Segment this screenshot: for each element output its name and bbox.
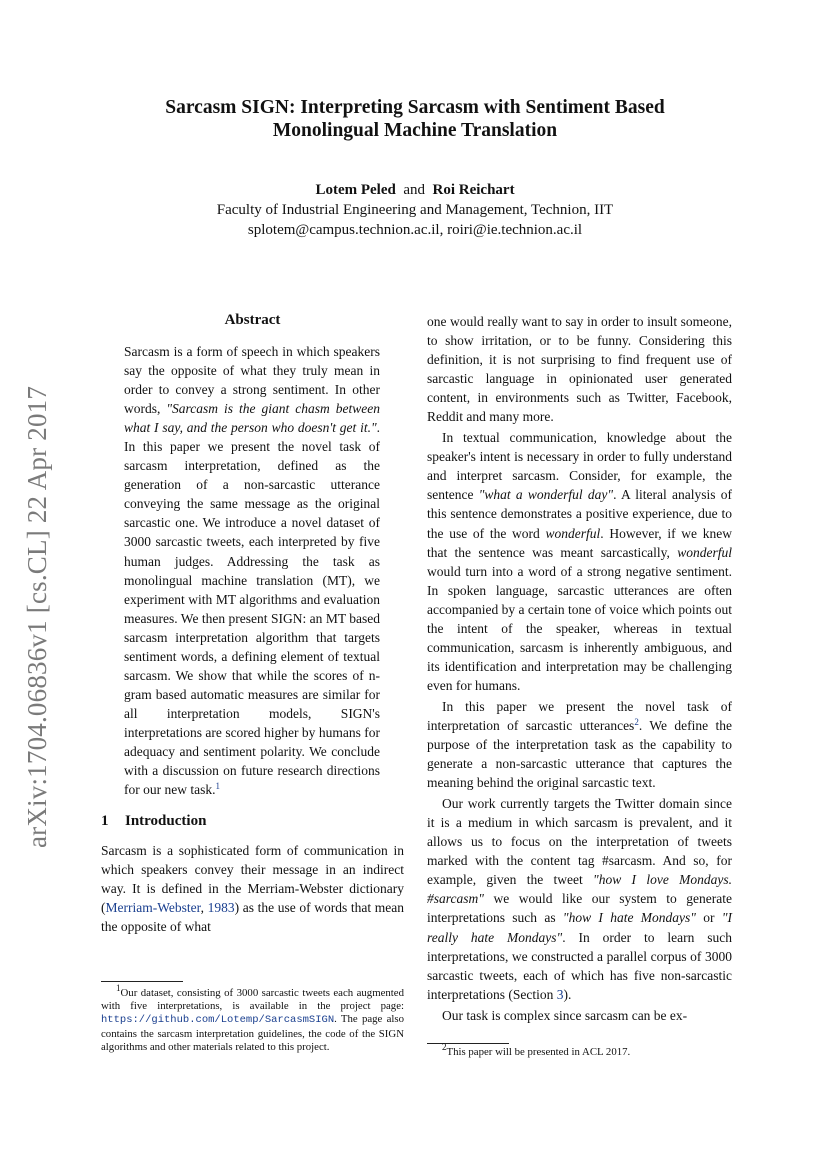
right-column (427, 312, 732, 1025)
footnote-marker-1[interactable]: 1 (215, 781, 220, 792)
author-affiliation: Faculty of Industrial Engineering and Management, Technion, IIT (216, 202, 614, 218)
arxiv-identifier: arXiv:1704.06836v1 [cs.CL] 22 Apr 2017 (22, 385, 52, 848)
project-url-link[interactable]: https://github.com/Lotemp/SarcasmSIGN (101, 1014, 335, 1027)
author-conjunction: and (403, 182, 425, 198)
abstract-text: Sarcasm is a form of speech in which speakers say the opposite of what they truly mean in order to convey a strong sentiment. In other words, "Sarcasm is the giant chasm between what I say, and the person who doesn't get it.". In this paper we present the novel task of sarcasm interpretation, defined as the generation of a non-sarcastic utterance conveying the same message as the original sarcastic one. We introduce a novel dataset of 3000 sarcastic tweets, each interpreted by five human judges. Addressing the task as monolingual machine translation (MT), we experiment with MT algorithms and evaluation measures. We then present SIGN: an MT based sarcasm interpretation algorithm that targets sentiment words, a defining element of textual sarcasm. We show that while the scores of n-gram based automatic measures are similar for all interpretation models, SIGN's interpretations are scored higher by humans for adequacy and sentiment polarity. We conclude with a discussion on future research directions for our new task.$^1$ (124, 344, 380, 798)
footnote-1: $^1$Our dataset, consisting of 3000 sarcastic tweets each augmented with five interpretations, is available in the project page: https://github.com/Lotemp/SarcasmSIGN. The page also contains the sarcasm interpretation guidelines, the code of the SIGN algorithms and other materials related to this project. (101, 983, 404, 1053)
footnote-rule (101, 981, 183, 982)
citation-merriam-webster[interactable]: Merriam-Webster (105, 900, 201, 916)
right-paragraph-2: In textual communication, knowledge about the speaker's intent is necessary in order to fully understand and interpret sarcasm. Consider, for example, the sentence "what a wonderful day". A literal analysis of this sentence demonstrates a positive experience, due to the use of the word wonderful. However, if we knew that the sentence was meant sarcastically, wonderful would turn into a word of a strong negative sentiment. In spoken language, sarcastic utterances are often accompanied by a certain tone of voice which points out the intent of the speaker, whereas in textual communication, sarcasm is inherently ambiguous, and its identification and interpretation may be challenging even for humans. (427, 430, 732, 693)
author-emails: splotem@campus.technion.ac.il, roiri@ie.technion.ac.il (247, 222, 583, 238)
section-number: 1 (101, 813, 109, 830)
footnote-1-mark: 1 (116, 983, 121, 993)
title-line-2: Monolingual Machine Translation (272, 120, 558, 141)
section-heading-introduction (101, 811, 404, 831)
title-line-1: Sarcasm SIGN: Interpreting Sarcasm with Sentiment Based (165, 97, 665, 118)
abstract-heading: Abstract (224, 312, 281, 328)
right-paragraph-4: Our work currently targets the Twitter domain since it is a medium in which sarcasm is prevalent, and it allows us to focus on the interpretation of tweets marked with the content tag #sarcasm. And so, for example, given the tweet "how I love Mondays. #sarcasm" we would like our system to generate interpretations such as "how I hate Mondays" or "I really hate Mondays". In order to learn such interpretations, we constructed a parallel corpus of 3000 sarcastic tweets, each of which has five non-sarcastic interpretations (Section 3). (427, 796, 733, 1002)
right-paragraph-3: In this paper we present the novel task of interpretation of sarcastic utterances$^2$. We define the purpose of the interpretation task as the capability to generate a non-sarcastic utterance that captures the meaning behind the original sarcastic text. (427, 698, 732, 791)
section-reference-3[interactable]: 3 (556, 986, 564, 1002)
section-title: Introduction (125, 813, 207, 830)
left-column (101, 310, 404, 936)
footnote-2: $^2$This paper will be presented in ACL 2017. (442, 1042, 631, 1058)
footnote-2-mark: 2 (442, 1042, 447, 1052)
author-names (100, 180, 730, 200)
paper-title (100, 96, 730, 142)
right-paragraph-1: one would really want to say in order to insult someone, to show irritation, or to be funny. Considering this definition, it is not surprising to find frequent use of sarcastic language in opinionated user generated content, in environments such as Twitter, Facebook, Reddit and many more. (427, 314, 732, 425)
intro-paragraph-1: Sarcasm is a sophisticated form of communication in which speakers convey their message in an indirect way. It is defined in the Merriam-Webster dictionary (Merriam-Webster, 1983) as the use of words that mean the opposite of what (101, 843, 405, 935)
footnote-marker-2[interactable]: 2 (634, 716, 639, 727)
author-block (100, 180, 730, 240)
abstract-quote: "Sarcasm is the giant chasm between what I say, and the person who doesn't get it." (124, 401, 380, 436)
author-2: Roi Reichart (432, 182, 515, 198)
footnote-rule-2 (427, 1043, 509, 1044)
citation-year[interactable]: 1983 (207, 900, 235, 916)
right-paragraph-5: Our task is complex since sarcasm can be ex- (442, 1007, 688, 1023)
author-1: Lotem Peled (315, 182, 396, 198)
